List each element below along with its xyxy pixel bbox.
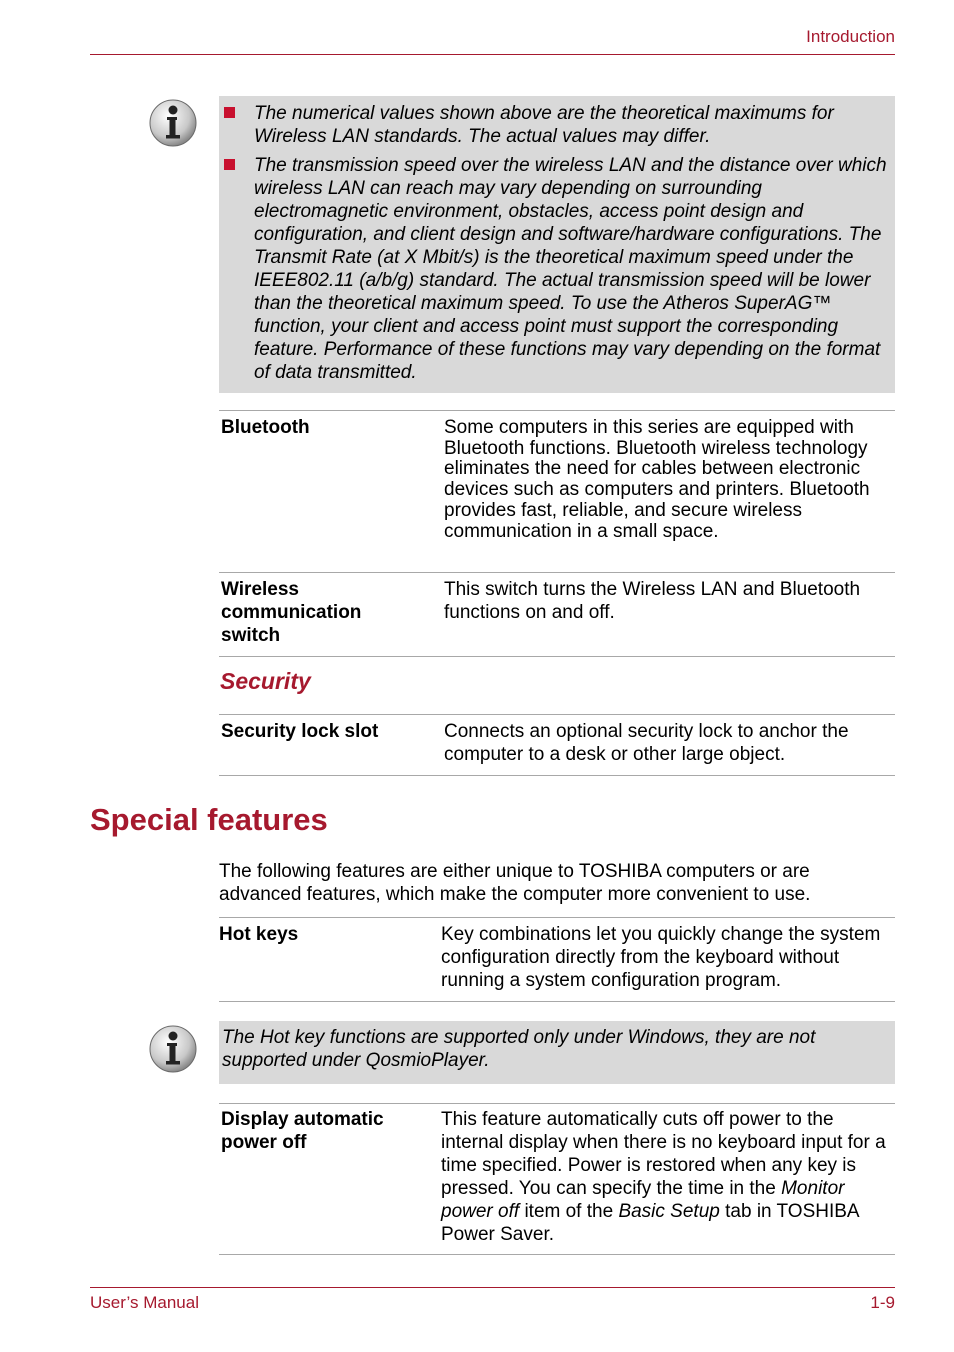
note-item: The numerical values shown above are the theoretical maximums for Wireless LAN standards. The actual values may differ. — [254, 103, 834, 147]
menu-item-monitor-power-off: Monitor power off — [441, 1178, 845, 1222]
desc-security-lock: Connects an optional security lock to anchor the computer to a desk or other large object. — [444, 721, 849, 765]
desc-display-power-off — [441, 1108, 894, 1246]
security-heading: Security — [220, 668, 311, 694]
table-rule — [219, 714, 895, 715]
desc-wireless-switch: This switch turns the Wireless LAN and Bluetooth functions on and off. — [444, 579, 861, 623]
term-security-lock: Security lock slot — [221, 721, 379, 742]
note-text: The Hot key functions are supported only under Windows, they are not supported under QosmioPlayer. — [222, 1027, 816, 1071]
note-box — [219, 96, 895, 393]
desc-bluetooth: Some computers in this series are equipped with Bluetooth functions. Bluetooth wireless technology eliminates the need for cables between electronic devices such as computers and printers. Bluetooth provides fast, reliable, and secure wireless communication in a small space. — [444, 417, 870, 542]
table-rule — [219, 775, 895, 776]
desc-text: This feature automatically cuts off power to the internal display when there is no keyboard input for a time specified. Power is restored when any key is pressed. You can specify the time in the — [441, 1109, 886, 1199]
desc-hot-keys: Key combinations let you quickly change the system configuration directly from the keyboard without running a system configuration program. — [441, 924, 881, 991]
desc-text: item of the — [524, 1201, 614, 1222]
desc-text: tab in TOSHIBA Power Saver. — [441, 1201, 859, 1245]
note-box — [219, 1021, 895, 1084]
info-icon — [148, 1024, 198, 1074]
term-bluetooth: Bluetooth — [221, 417, 310, 438]
table-rule — [219, 572, 895, 573]
term-wireless-switch: Wireless communication switch — [221, 579, 362, 646]
footer-page-number: 1-9 — [870, 1293, 895, 1312]
header-rule — [90, 54, 895, 55]
table-rule — [219, 917, 895, 918]
section-title: Special features — [90, 802, 328, 837]
table-rule — [219, 1001, 895, 1002]
table-rule — [219, 1254, 895, 1255]
tab-basic-setup: Basic Setup — [618, 1201, 720, 1222]
info-icon — [148, 98, 198, 148]
running-header-title: Introduction — [806, 27, 895, 46]
note-item: The transmission speed over the wireless LAN and the distance over which wireless LAN can reach may vary depending on surrounding electromagnetic environment, obstacles, access point design and configuration, and client design and software/hardware configurations. The Transmit Rate (at X Mbit/s) is the theoretical maximum speed under the IEEE802.11 (a/b/g) standard. The actual transmission speed will be lower than the theoretical maximum speed. To use the Atheros SuperAG™ function, your client and access point must support the corresponding feature. Performance of these functions may vary depending on the format of data transmitted. — [254, 155, 887, 383]
table-rule — [219, 656, 895, 657]
intro-paragraph: The following features are either unique to TOSHIBA computers or are advanced features, which make the computer more convenient to use. — [219, 861, 811, 905]
note-bullet — [224, 159, 235, 170]
term-display-power-off: Display automatic power off — [221, 1109, 384, 1153]
term-hot-keys: Hot keys — [219, 924, 299, 945]
footer-rule — [90, 1287, 895, 1288]
table-rule — [219, 1103, 895, 1104]
table-rule — [219, 410, 895, 411]
footer-manual-title: User’s Manual — [90, 1293, 199, 1312]
note-bullet — [224, 107, 235, 118]
